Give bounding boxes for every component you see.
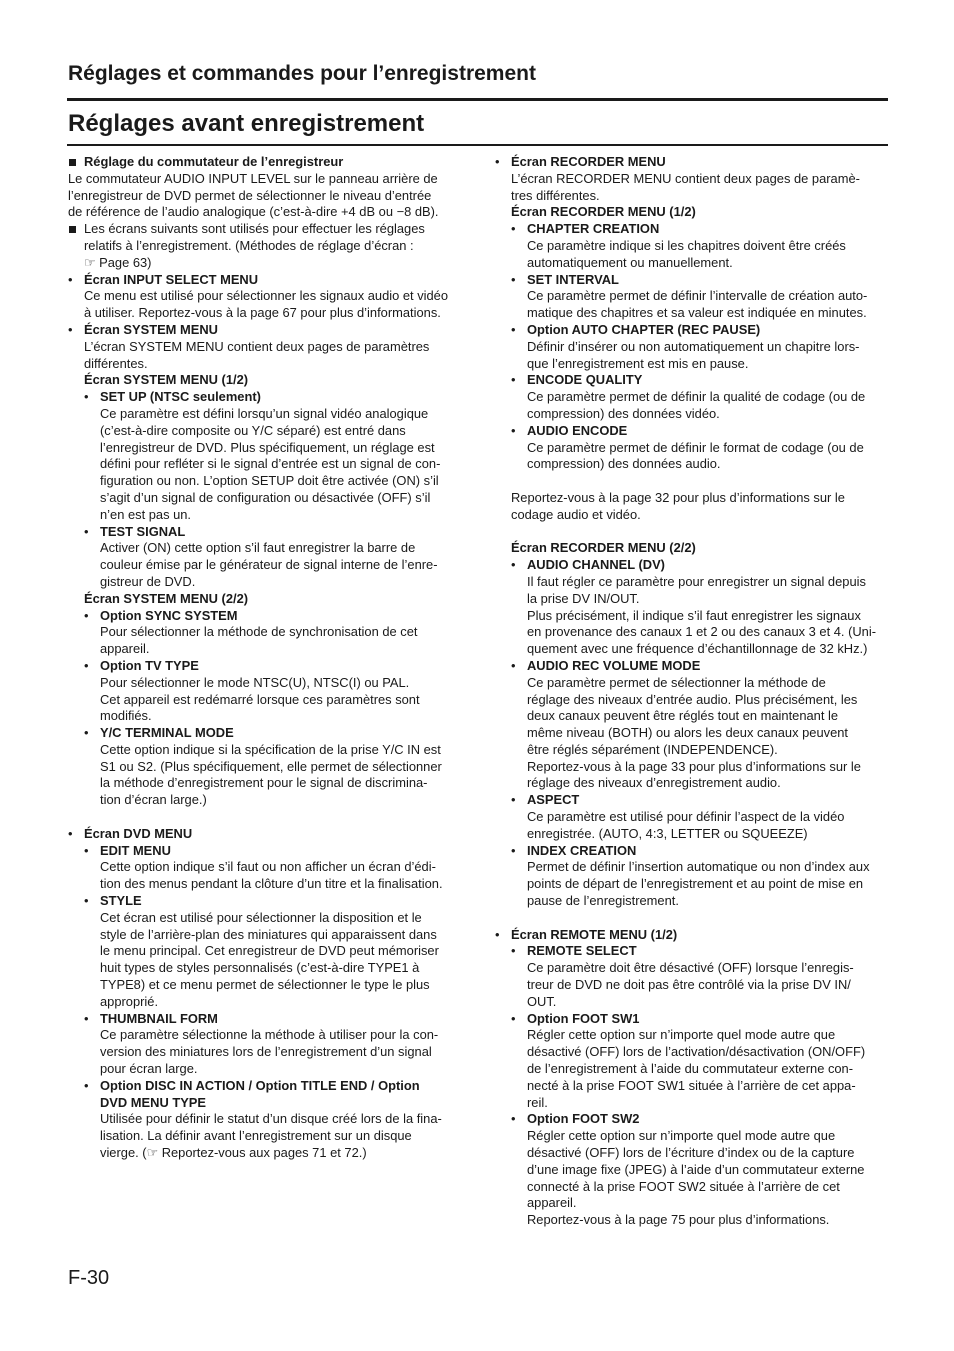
sub-bullet-item xyxy=(495,792,886,809)
page-number: F-30 xyxy=(68,1267,110,1289)
text: AUDIO ENCODE xyxy=(527,422,628,438)
sub-bullet-item xyxy=(495,843,886,860)
bullet-icon: • xyxy=(84,1077,89,1093)
text: Y/C TERMINAL MODE xyxy=(100,725,234,741)
text: Ce paramètre permet de définir le format de codage (ou de compression) des données audio. xyxy=(527,439,864,472)
bullet-icon: • xyxy=(511,321,516,337)
text: Cette option indique s’il faut ou non afficher un écran d’édi- tion des menus pendant la clôture d’un titre et la finalisation. xyxy=(100,859,443,892)
paragraph xyxy=(68,339,459,373)
paragraph xyxy=(495,1128,886,1229)
sub-bullet-item xyxy=(495,1011,886,1028)
sub-bullet-item xyxy=(495,557,886,574)
bullet-icon: • xyxy=(84,607,89,623)
page-title: Réglages avant enregistrement xyxy=(68,110,425,137)
sub-bullet-item xyxy=(68,843,459,860)
paragraph-gap xyxy=(495,524,886,541)
paragraph xyxy=(68,406,459,524)
text: Régler cette option sur n’importe quel mode autre que désactivé (OFF) lors de l’activation/désactivation (ON/OFF) de l’enregistrement à l’aide du commutateur externe con- necté à la prise FOOT SW1 située à l’arrière de cet appa- reil. xyxy=(527,1027,866,1110)
text: Régler cette option sur n’importe quel mode autre que désactivé (OFF) lors de l’écriture d’index ou de la capture d’une image fixe (JPEG) à l’aide d’un commutateur externe connecté à la prise FOOT SW2 située à l’arrière de cet appareil. Reportez-vous à la page 75 pour plus d’informations. xyxy=(527,1128,865,1228)
paragraph xyxy=(68,742,459,809)
text: Utilisée pour définir le statut d’un disque créé lors de la fina- lisation. La définir avant l’enregistrement sur un disque vierge. (☞ Reportez-vous aux pages 71 et 72.) xyxy=(100,1111,442,1161)
paragraph xyxy=(68,1027,459,1077)
paragraph xyxy=(68,624,459,658)
right-column xyxy=(495,154,886,1229)
square-bullet-icon xyxy=(69,226,76,233)
text: EDIT MENU xyxy=(100,842,171,858)
text: CHAPTER CREATION xyxy=(527,221,660,237)
paragraph xyxy=(495,1027,886,1111)
text: Le commutateur AUDIO INPUT LEVEL sur le panneau arrière de l’enregistreur de DVD permet de sélectionner le niveau d’entrée de référence de l’audio analogique (c’est-à-dire +4 dB ou −8 dB). xyxy=(68,170,439,220)
text: Écran SYSTEM MENU (2/2) xyxy=(84,590,249,606)
bullet-icon: • xyxy=(511,221,516,237)
sub-bullet-item xyxy=(68,608,459,625)
subheading xyxy=(68,372,459,389)
bullet-icon: • xyxy=(84,842,89,858)
bullet-item xyxy=(495,154,886,171)
square-bullet-item xyxy=(68,221,459,271)
bullet-icon: • xyxy=(68,271,73,287)
text: Ce menu est utilisé pour sélectionner les signaux audio et vidéo à utiliser. Reportez-vous à la page 67 pour plus d’informations. xyxy=(84,288,449,321)
bullet-item xyxy=(68,826,459,843)
paragraph xyxy=(495,171,886,205)
text: Permet de définir l’insertion automatique ou non d’index aux points de départ de l’enregistrement et au point de mise en pause de l’enregistrement. xyxy=(527,859,870,909)
text: L’écran SYSTEM MENU contient deux pages de paramètres différentes. xyxy=(84,338,430,371)
bullet-icon: • xyxy=(495,154,500,169)
bullet-icon: • xyxy=(84,657,89,673)
text: Écran RECORDER MENU xyxy=(511,154,666,169)
paragraph xyxy=(68,1111,459,1161)
text: Option FOOT SW2 xyxy=(527,1111,640,1127)
text: REMOTE SELECT xyxy=(527,943,637,959)
paragraph xyxy=(68,540,459,590)
text: Écran SYSTEM MENU xyxy=(84,321,218,337)
bullet-icon: • xyxy=(511,422,516,438)
text: Ce paramètre permet de définir l’intervalle de création auto- matique des chapitres et sa valeur est indiquée en minutes. xyxy=(527,288,868,321)
sub-bullet-item xyxy=(495,423,886,440)
text: SET INTERVAL xyxy=(527,271,619,287)
header-rule xyxy=(67,98,888,101)
text: ASPECT xyxy=(527,792,580,808)
text: Ce paramètre permet de sélectionner la méthode de réglage des niveaux d’entrée audio. Plus précisément, les deux canaux peuvent être réglés tout en maintenant le même niveau (BOTH) ou alors les deux canaux peuvent être réglés séparément (INDEPENDENCE). Reportez-vous à la page 33 pour plus d’informations sur le réglage des niveaux d’enregistrement audio. xyxy=(527,674,861,791)
left-column xyxy=(68,154,459,1162)
subheading xyxy=(495,204,886,221)
square-bullet-item xyxy=(68,154,459,171)
bullet-icon: • xyxy=(68,825,73,841)
text: Option SYNC SYSTEM xyxy=(100,607,238,623)
paragraph xyxy=(495,238,886,272)
text: Option TV TYPE xyxy=(100,657,199,673)
text: Reportez-vous à la page 32 pour plus d’informations sur le codage audio et vidéo. xyxy=(511,489,845,522)
text: Écran RECORDER MENU (1/2) xyxy=(511,204,696,220)
text: ENCODE QUALITY xyxy=(527,372,643,388)
text: Ce paramètre est défini lorsqu’un signal vidéo analogique (c’est-à-dire composite ou Y/C séparé) est entré dans l’enregistreur de DVD. Plus spécifiquement, un réglage est défini pour refléter si le signal d’entrée est un signal de con- figuration ou non. L’option SETUP doit être activée (ON) s’il s’agit d’un signal de configuration ou désactivée (OFF) s’il n’en est pas un. xyxy=(100,405,441,522)
sub-bullet-item xyxy=(495,221,886,238)
text: TEST SIGNAL xyxy=(100,523,186,539)
text: Définir d’insérer ou non automatiquement un chapitre lors- que l’enregistrement est mis en pause. xyxy=(527,338,860,371)
sub-bullet-item xyxy=(495,272,886,289)
text: L’écran RECORDER MENU contient deux pages de paramè- tres différentes. xyxy=(511,170,860,203)
text: STYLE xyxy=(100,893,142,909)
text: INDEX CREATION xyxy=(527,842,637,858)
text: Pour sélectionner le mode NTSC(U), NTSC(I) ou PAL. Cet appareil est redémarré lorsque ces paramètres sont modifiés. xyxy=(100,674,420,724)
bullet-icon: • xyxy=(84,725,89,741)
paragraph-gap xyxy=(68,809,459,826)
text: THUMBNAIL FORM xyxy=(100,1010,218,1026)
paragraph xyxy=(495,389,886,423)
bullet-icon: • xyxy=(511,1111,516,1127)
text: Activer (ON) cette option s’il faut enregistrer la barre de couleur émise par le générateur de signal interne de l’enre- gistreur de DVD. xyxy=(100,540,438,589)
text: Il faut régler ce paramètre pour enregistrer un signal depuis la prise DV IN/OUT. Plus précisément, il indique s’il faut enregistrer les signaux en provenance des canaux 1 et 2 ou des canaux 3 et 4. (Uni- quement avec une fréquence d’échantillonnage de 32 kHz.) xyxy=(527,573,876,657)
bullet-icon: • xyxy=(511,271,516,287)
text: Cet écran est utilisé pour sélectionner la disposition et le style de l’arrière-plan des miniatures qui apparaissent dans le menu principal. Cet enregistreur de DVD peut mémoriser huit types de styles personnalisés (c’est-à-dire TYPE1 à TYPE8) et ce menu permet de sélectionner le type le plus approprié. xyxy=(100,909,439,1009)
square-bullet-icon xyxy=(69,159,76,166)
text: Écran INPUT SELECT MENU xyxy=(84,271,259,287)
sub-bullet-item xyxy=(495,1111,886,1128)
bullet-icon: • xyxy=(511,657,516,673)
text: Option AUTO CHAPTER (REC PAUSE) xyxy=(527,321,761,337)
text: Ce paramètre permet de définir la qualité de codage (ou de compression) des données vidéo. xyxy=(527,389,866,421)
text: Ce paramètre doit être désactivé (OFF) lorsque l’enregis- treur de DVD ne doit pas être contrôlé via la prise DV IN/ OUT. xyxy=(527,960,854,1009)
paragraph xyxy=(495,809,886,843)
text: Pour sélectionner la méthode de synchronisation de cet appareil. xyxy=(100,624,418,657)
paragraph xyxy=(495,574,886,658)
subheading xyxy=(68,591,459,608)
paragraph xyxy=(68,859,459,893)
paragraph xyxy=(495,490,886,524)
sub-bullet-item xyxy=(68,725,459,742)
section-title: Réglages et commandes pour l’enregistrement xyxy=(68,62,536,85)
paragraph xyxy=(68,171,459,221)
text: Ce paramètre est utilisé pour définir l’aspect de la vidéo enregistrée. (AUTO, 4:3, LETTER ou SQUEEZE) xyxy=(527,809,845,841)
paragraph-gap xyxy=(495,910,886,927)
bullet-icon: • xyxy=(511,557,516,573)
paragraph xyxy=(68,675,459,725)
subheading xyxy=(495,540,886,557)
text: Les écrans suivants sont utilisés pour effectuer les réglages relatifs à l’enregistrement. (Méthodes de réglage d’écran : ☞ Page 63) xyxy=(84,221,425,270)
title-rule xyxy=(67,144,888,146)
bullet-icon: • xyxy=(511,842,516,858)
sub-bullet-item xyxy=(495,322,886,339)
paragraph xyxy=(68,910,459,1011)
paragraph xyxy=(495,339,886,373)
paragraph xyxy=(495,960,886,1010)
text: Cette option indique si la spécification de la prise Y/C IN est S1 ou S2. (Plus spécifiquement, elle permet de sélectionner la méthode d’enregistrement pour le signal de discrimina- tion d’écran large.) xyxy=(100,741,442,808)
bullet-icon: • xyxy=(84,1010,89,1026)
bullet-icon: • xyxy=(84,523,89,539)
bullet-item xyxy=(495,927,886,944)
paragraph-gap xyxy=(495,473,886,490)
sub-bullet-item xyxy=(68,524,459,541)
bullet-icon: • xyxy=(511,792,516,808)
text: Ce paramètre indique si les chapitres doivent être créés automatiquement ou manuellement. xyxy=(527,237,846,270)
text: Ce paramètre sélectionne la méthode à utiliser pour la con- version des miniatures lors de l’enregistrement d’un signal pour écran large. xyxy=(100,1027,439,1077)
paragraph xyxy=(495,288,886,322)
text: AUDIO CHANNEL (DV) xyxy=(527,557,665,573)
sub-bullet-item xyxy=(495,943,886,960)
sub-bullet-item xyxy=(68,389,459,406)
bullet-icon: • xyxy=(84,893,89,909)
text: SET UP (NTSC seulement) xyxy=(100,389,261,405)
bullet-item xyxy=(68,272,459,289)
text: Réglage du commutateur de l’enregistreur xyxy=(84,154,344,169)
bullet-icon: • xyxy=(68,321,73,337)
sub-bullet-item xyxy=(68,1078,459,1112)
text: Écran RECORDER MENU (2/2) xyxy=(511,540,696,556)
text: Option DISC IN ACTION / Option TITLE END / Option DVD MENU TYPE xyxy=(100,1077,420,1110)
text: AUDIO REC VOLUME MODE xyxy=(527,657,701,673)
sub-bullet-item xyxy=(495,658,886,675)
text: Écran SYSTEM MENU (1/2) xyxy=(84,372,249,388)
sub-bullet-item xyxy=(495,372,886,389)
sub-bullet-item xyxy=(68,1011,459,1028)
bullet-icon: • xyxy=(84,389,89,405)
paragraph xyxy=(495,859,886,909)
bullet-icon: • xyxy=(511,372,516,388)
sub-bullet-item xyxy=(68,893,459,910)
bullet-icon: • xyxy=(511,1010,516,1026)
paragraph xyxy=(68,288,459,322)
bullet-item xyxy=(68,322,459,339)
bullet-icon: • xyxy=(511,943,516,959)
sub-bullet-item xyxy=(68,658,459,675)
text: Écran REMOTE MENU (1/2) xyxy=(511,926,678,942)
paragraph xyxy=(495,675,886,793)
bullet-icon: • xyxy=(495,926,500,942)
text: Écran DVD MENU xyxy=(84,825,193,841)
text: Option FOOT SW1 xyxy=(527,1010,640,1026)
paragraph xyxy=(495,440,886,474)
